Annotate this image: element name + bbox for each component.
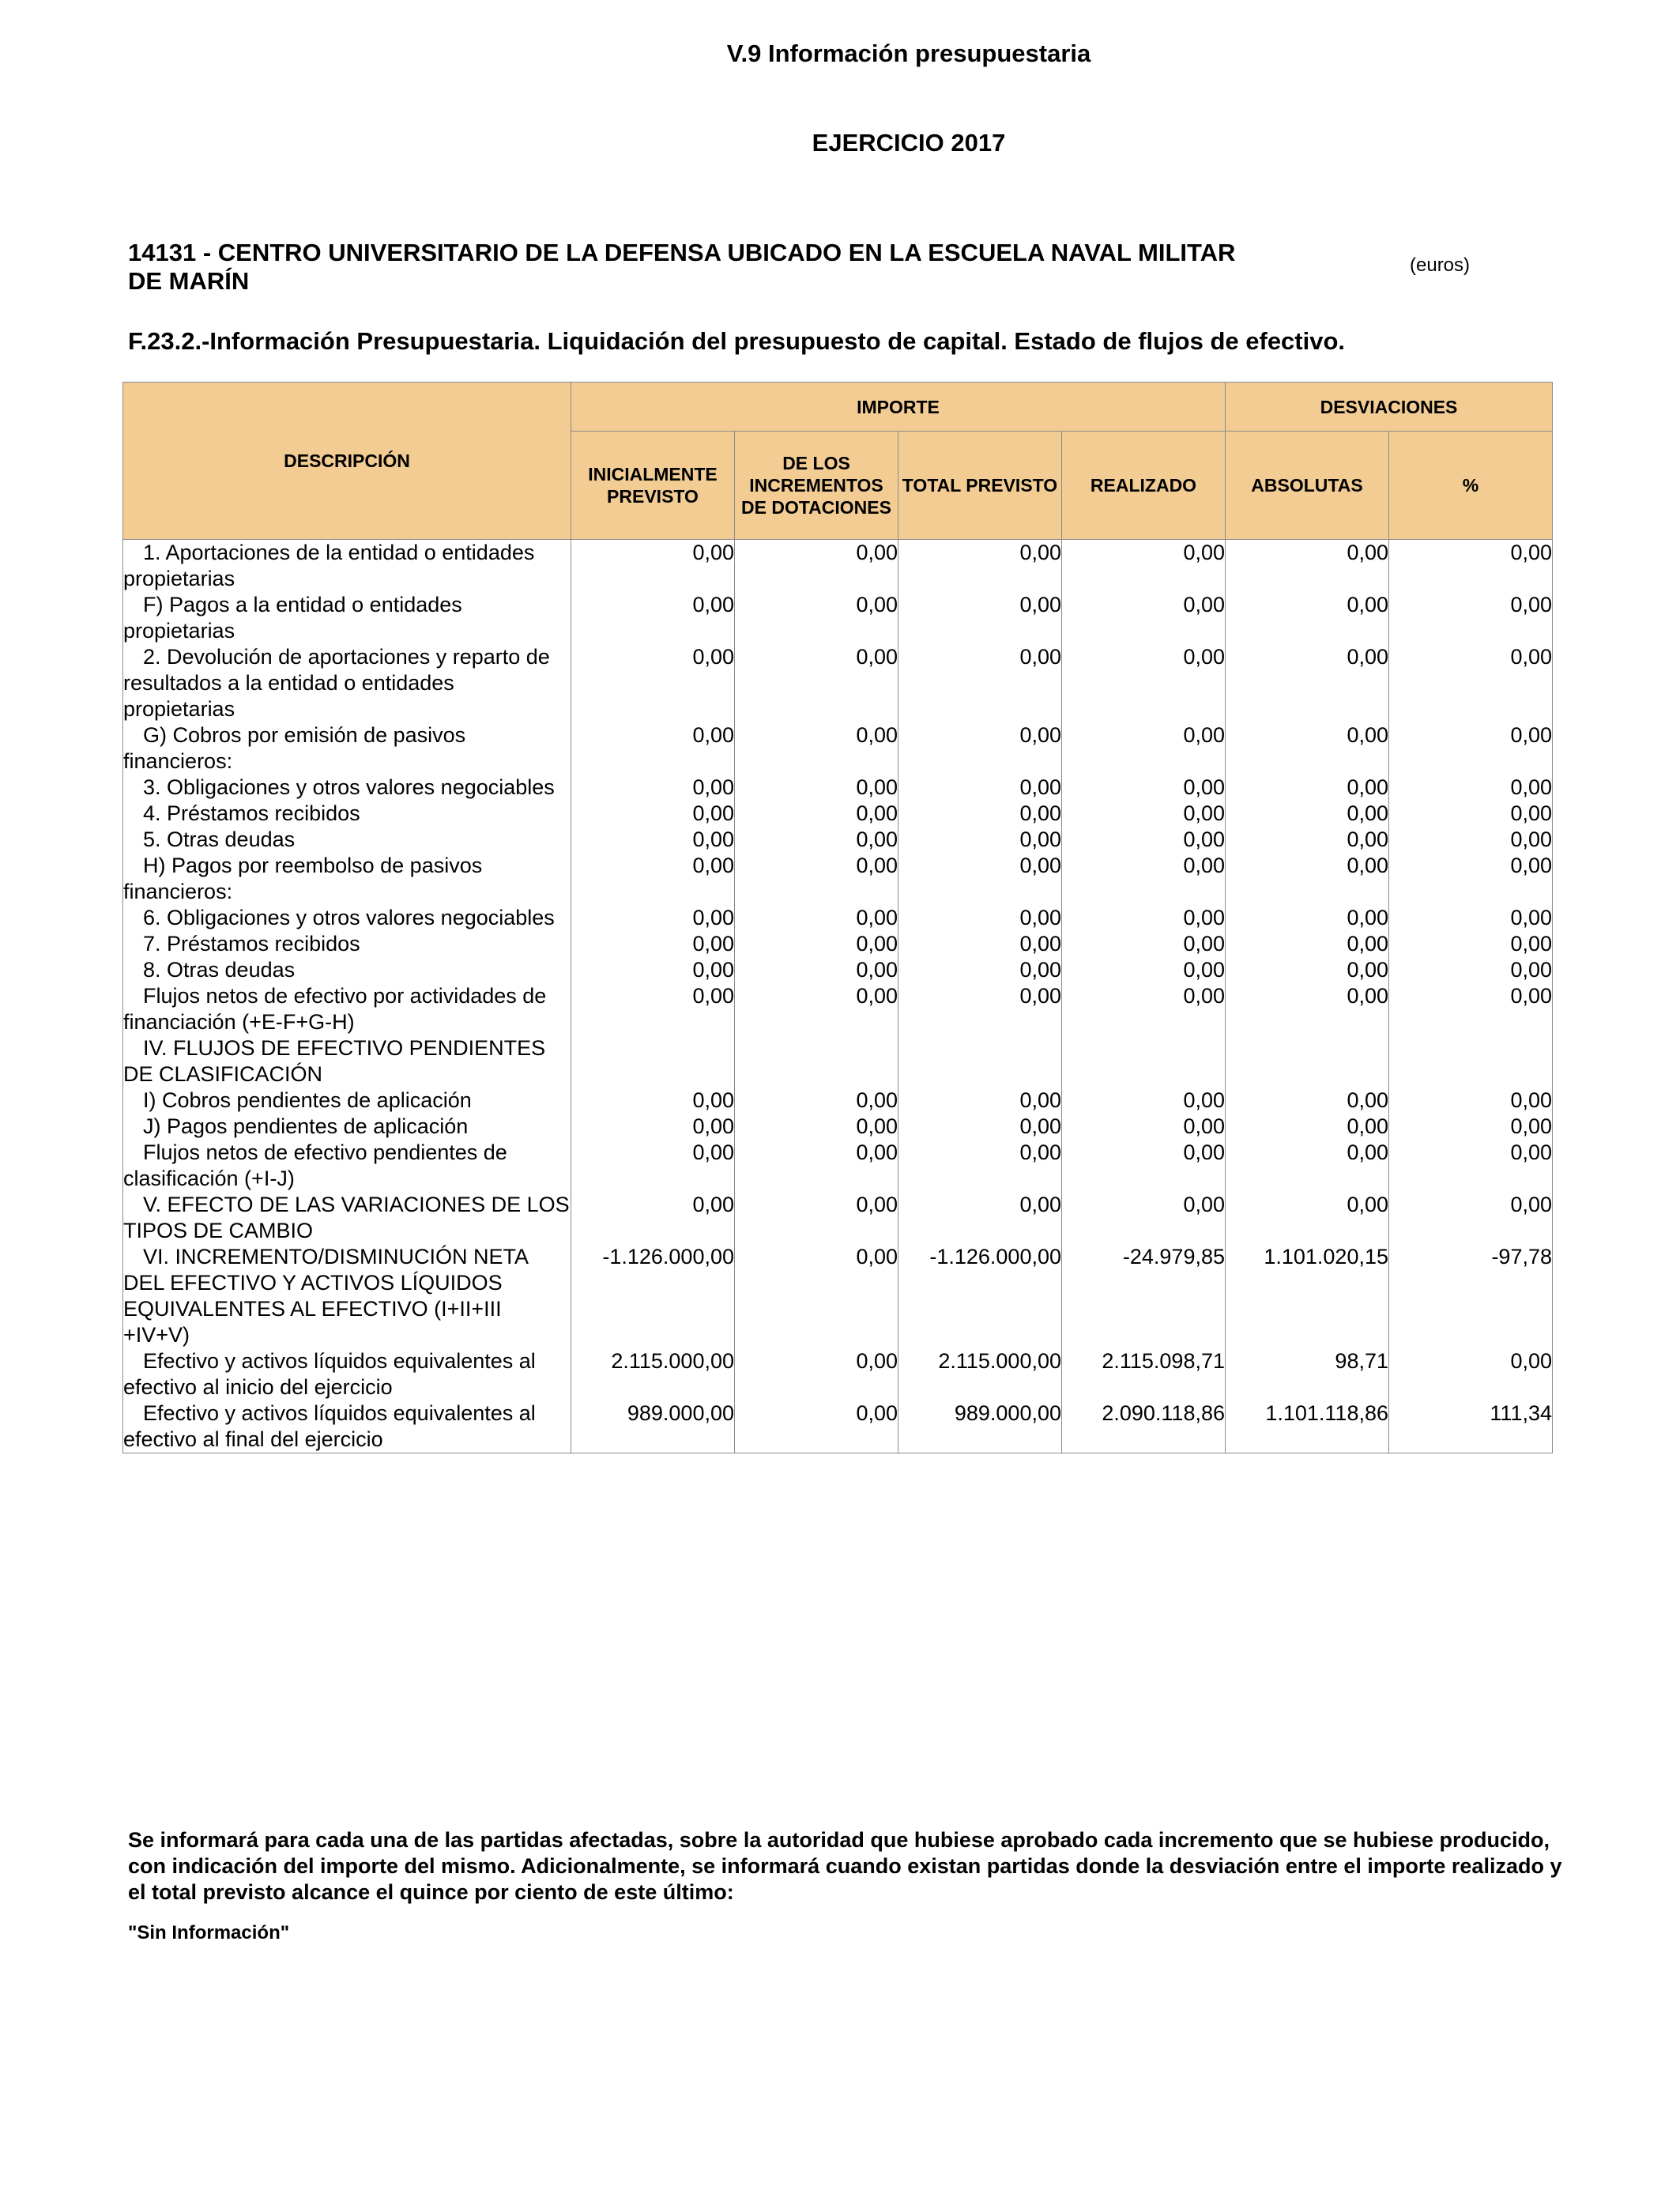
row-value: 0,00 xyxy=(1226,1192,1389,1244)
row-value: 0,00 xyxy=(735,1088,898,1114)
row-value: 0,00 xyxy=(898,1114,1062,1140)
row-value: 0,00 xyxy=(1389,827,1553,853)
row-value: 0,00 xyxy=(1226,775,1389,801)
table-row xyxy=(123,592,1553,644)
header-desviaciones: DESVIACIONES xyxy=(1226,383,1553,432)
row-value: 0,00 xyxy=(898,853,1062,905)
row-value: 0,00 xyxy=(1389,644,1553,722)
row-value: 0,00 xyxy=(735,775,898,801)
table-row xyxy=(123,801,1553,827)
row-description-text: IV. FLUJOS DE EFECTIVO PENDIENTES DE CLASIFICACIÓN xyxy=(123,1036,546,1086)
row-description xyxy=(123,1348,571,1400)
row-value: 0,00 xyxy=(735,722,898,775)
table-row xyxy=(123,722,1553,775)
row-value: 0,00 xyxy=(1226,1114,1389,1140)
table-row xyxy=(123,540,1553,593)
table-row xyxy=(123,931,1553,957)
row-description-text: V. EFECTO DE LAS VARIACIONES DE LOS TIPOS DE CAMBIO xyxy=(123,1193,570,1242)
sin-informacion: "Sin Información" xyxy=(128,1922,290,1943)
row-value: 0,00 xyxy=(571,931,735,957)
row-description xyxy=(123,644,571,722)
row-value: -97,78 xyxy=(1389,1244,1553,1348)
note-paragraph: Se informará para cada una de las partidas afectadas, sobre la autoridad que hubiese aprobado cada incremento que se hubiese producido, con indicación del importe del mismo. Adicionalmente, se informará cuando existan partidas donde la desviación entre el importe realizado y el total previsto alcance el quince por ciento de este último: xyxy=(128,1828,1562,1904)
row-description xyxy=(123,827,571,853)
row-value: 0,00 xyxy=(571,644,735,722)
row-value: 0,00 xyxy=(735,1400,898,1453)
row-value xyxy=(1226,1035,1389,1088)
table-row xyxy=(123,775,1553,801)
row-description-text: 1. Aportaciones de la entidad o entidades propietarias xyxy=(123,541,535,590)
row-value: 0,00 xyxy=(1226,644,1389,722)
row-value: 0,00 xyxy=(735,983,898,1035)
entity-name: 14131 - CENTRO UNIVERSITARIO DE LA DEFENSA UBICADO EN LA ESCUELA NAVAL MILITAR DE MARÍN xyxy=(128,239,1236,295)
row-value: 0,00 xyxy=(1226,827,1389,853)
row-value: 0,00 xyxy=(735,1114,898,1140)
row-value: 0,00 xyxy=(571,1088,735,1114)
table-row xyxy=(123,1348,1553,1400)
col-absolutas: ABSOLUTAS xyxy=(1226,432,1389,540)
row-value: 0,00 xyxy=(1226,905,1389,931)
row-description-text: J) Pagos pendientes de aplicación xyxy=(143,1114,469,1138)
row-description xyxy=(123,1088,571,1114)
row-value: 0,00 xyxy=(735,540,898,593)
row-value xyxy=(571,1035,735,1088)
cash-flow-table xyxy=(122,382,1553,1453)
row-value: 0,00 xyxy=(1062,1114,1226,1140)
row-value: 0,00 xyxy=(898,905,1062,931)
row-value: 0,00 xyxy=(571,957,735,983)
row-description xyxy=(123,905,571,931)
table-row xyxy=(123,983,1553,1035)
row-value: 0,00 xyxy=(1389,1088,1553,1114)
row-description xyxy=(123,540,571,593)
row-value: 0,00 xyxy=(1062,931,1226,957)
row-value: 0,00 xyxy=(735,853,898,905)
table-row xyxy=(123,1088,1553,1114)
row-value: 0,00 xyxy=(1226,540,1389,593)
row-value: 2.090.118,86 xyxy=(1062,1400,1226,1453)
row-description xyxy=(123,853,571,905)
row-value: 0,00 xyxy=(571,905,735,931)
row-value: 0,00 xyxy=(1062,1140,1226,1192)
row-description-text: 7. Préstamos recibidos xyxy=(143,932,360,956)
row-value: 0,00 xyxy=(1226,931,1389,957)
col-porcentaje: % xyxy=(1389,432,1553,540)
col-total-previsto: TOTAL PREVISTO xyxy=(898,432,1062,540)
row-value: 0,00 xyxy=(898,775,1062,801)
row-value: -1.126.000,00 xyxy=(898,1244,1062,1348)
row-value: 0,00 xyxy=(1226,957,1389,983)
row-description-text: I) Cobros pendientes de aplicación xyxy=(143,1088,472,1112)
row-value: 1.101.118,86 xyxy=(1226,1400,1389,1453)
row-value: 0,00 xyxy=(735,592,898,644)
row-value: 0,00 xyxy=(1226,801,1389,827)
row-value: 0,00 xyxy=(1389,540,1553,593)
row-value: 0,00 xyxy=(571,801,735,827)
col-realizado: REALIZADO xyxy=(1062,432,1226,540)
row-value: 0,00 xyxy=(1062,540,1226,593)
row-value: 0,00 xyxy=(735,1244,898,1348)
row-value: 2.115.098,71 xyxy=(1062,1348,1226,1400)
row-value: 0,00 xyxy=(1062,801,1226,827)
row-description-text: H) Pagos por reembolso de pasivos financieros: xyxy=(123,854,483,903)
row-description-text: 8. Otras deudas xyxy=(143,958,296,982)
table-row xyxy=(123,644,1553,722)
row-value: 2.115.000,00 xyxy=(571,1348,735,1400)
row-value: 2.115.000,00 xyxy=(898,1348,1062,1400)
row-description xyxy=(123,801,571,827)
row-value: 0,00 xyxy=(898,592,1062,644)
table-row xyxy=(123,827,1553,853)
row-value: 0,00 xyxy=(1062,827,1226,853)
row-value: 0,00 xyxy=(1389,1114,1553,1140)
row-value: 111,34 xyxy=(1389,1400,1553,1453)
row-value: 0,00 xyxy=(735,801,898,827)
row-value: 0,00 xyxy=(1389,775,1553,801)
table-row xyxy=(123,1140,1553,1192)
row-description-text: VI. INCREMENTO/DISMINUCIÓN NETA DEL EFECTIVO Y ACTIVOS LÍQUIDOS EQUIVALENTES AL EFECTIVO (I+II+III +IV+V) xyxy=(123,1245,528,1347)
table-row xyxy=(123,1400,1553,1453)
row-value: 0,00 xyxy=(898,1140,1062,1192)
table-row xyxy=(123,1114,1553,1140)
row-description-text: Efectivo y activos líquidos equivalentes al efectivo al final del ejercicio xyxy=(123,1401,536,1451)
row-description-text: 5. Otras deudas xyxy=(143,827,296,851)
header-descripcion: DESCRIPCIÓN xyxy=(123,383,571,540)
row-description xyxy=(123,775,571,801)
row-value: 0,00 xyxy=(1389,722,1553,775)
header-importe: IMPORTE xyxy=(571,383,1226,432)
row-value: 98,71 xyxy=(1226,1348,1389,1400)
row-value: 0,00 xyxy=(1062,957,1226,983)
table-row xyxy=(123,1244,1553,1348)
table-row xyxy=(123,1192,1553,1244)
row-value: 0,00 xyxy=(735,957,898,983)
row-value: 0,00 xyxy=(571,827,735,853)
row-value: 0,00 xyxy=(1226,1088,1389,1114)
row-value: 0,00 xyxy=(1062,853,1226,905)
table-body xyxy=(123,540,1553,1453)
row-value: 0,00 xyxy=(1389,853,1553,905)
table-row xyxy=(123,853,1553,905)
row-value: 0,00 xyxy=(571,1114,735,1140)
row-description xyxy=(123,1244,571,1348)
row-description xyxy=(123,1035,571,1088)
row-value: -1.126.000,00 xyxy=(571,1244,735,1348)
table-row xyxy=(123,1035,1553,1088)
row-value: 0,00 xyxy=(898,644,1062,722)
row-description xyxy=(123,1114,571,1140)
currency-units: (euros) xyxy=(1410,254,1471,276)
col-inicialmente-previsto: INICIALMENTE PREVISTO xyxy=(571,432,735,540)
row-value: 0,00 xyxy=(898,931,1062,957)
row-value: 0,00 xyxy=(1226,592,1389,644)
row-value: 0,00 xyxy=(898,540,1062,593)
row-value xyxy=(735,1035,898,1088)
row-description xyxy=(123,983,571,1035)
row-value: 0,00 xyxy=(1226,1140,1389,1192)
row-description-text: Flujos netos de efectivo por actividades de financiación (+E-F+G-H) xyxy=(123,984,547,1034)
row-value xyxy=(1389,1035,1553,1088)
row-value: 989.000,00 xyxy=(571,1400,735,1453)
row-value: 0,00 xyxy=(1389,931,1553,957)
row-value: 0,00 xyxy=(735,644,898,722)
row-value: 0,00 xyxy=(1389,905,1553,931)
row-description xyxy=(123,722,571,775)
row-value: 0,00 xyxy=(735,827,898,853)
fiscal-year-heading: EJERCICIO 2017 xyxy=(812,129,1006,156)
table-row xyxy=(123,905,1553,931)
row-value: 0,00 xyxy=(1062,775,1226,801)
row-value: 0,00 xyxy=(1389,1192,1553,1244)
row-value xyxy=(898,1035,1062,1088)
row-value: -24.979,85 xyxy=(1062,1244,1226,1348)
row-value: 0,00 xyxy=(1226,983,1389,1035)
row-value: 0,00 xyxy=(571,983,735,1035)
row-description-text: F) Pagos a la entidad o entidades propietarias xyxy=(123,593,462,643)
row-value: 0,00 xyxy=(1389,957,1553,983)
row-value: 0,00 xyxy=(1389,983,1553,1035)
row-value: 0,00 xyxy=(1062,644,1226,722)
row-value: 0,00 xyxy=(1389,592,1553,644)
row-value: 0,00 xyxy=(1062,1088,1226,1114)
row-value: 0,00 xyxy=(735,1348,898,1400)
row-value: 0,00 xyxy=(571,722,735,775)
row-description xyxy=(123,1400,571,1453)
row-value: 0,00 xyxy=(571,1140,735,1192)
row-description xyxy=(123,1140,571,1192)
row-value: 0,00 xyxy=(898,1192,1062,1244)
section-title: F.23.2.-Información Presupuestaria. Liquidación del presupuesto de capital. Estado de flujos de efectivo. xyxy=(128,327,1346,355)
row-value: 0,00 xyxy=(1389,1348,1553,1400)
row-description-text: 2. Devolución de aportaciones y reparto de resultados a la entidad o entidades propietarias xyxy=(123,645,550,721)
row-value: 0,00 xyxy=(1062,905,1226,931)
row-value: 0,00 xyxy=(1389,801,1553,827)
row-value xyxy=(1062,1035,1226,1088)
row-value: 989.000,00 xyxy=(898,1400,1062,1453)
row-value: 0,00 xyxy=(571,853,735,905)
row-value: 0,00 xyxy=(1389,1140,1553,1192)
row-value: 0,00 xyxy=(898,957,1062,983)
row-value: 1.101.020,15 xyxy=(1226,1244,1389,1348)
row-value: 0,00 xyxy=(571,775,735,801)
row-value: 0,00 xyxy=(735,905,898,931)
row-value: 0,00 xyxy=(1062,1192,1226,1244)
row-value: 0,00 xyxy=(735,931,898,957)
row-value: 0,00 xyxy=(571,540,735,593)
row-value: 0,00 xyxy=(898,1088,1062,1114)
row-description-text: Efectivo y activos líquidos equivalentes al efectivo al inicio del ejercicio xyxy=(123,1349,536,1399)
page-title: V.9 Información presupuestaria xyxy=(726,40,1091,67)
row-value: 0,00 xyxy=(898,801,1062,827)
row-value: 0,00 xyxy=(571,1192,735,1244)
row-description-text: 3. Obligaciones y otros valores negociables xyxy=(143,775,555,799)
row-value: 0,00 xyxy=(571,592,735,644)
row-description-text: G) Cobros por emisión de pasivos financieros: xyxy=(123,723,466,773)
row-value: 0,00 xyxy=(1062,722,1226,775)
row-value: 0,00 xyxy=(1226,853,1389,905)
row-description-text: 6. Obligaciones y otros valores negociables xyxy=(143,906,555,929)
row-value: 0,00 xyxy=(898,983,1062,1035)
row-value: 0,00 xyxy=(898,722,1062,775)
row-description-text: Flujos netos de efectivo pendientes de clasificación (+I-J) xyxy=(123,1140,507,1190)
row-value: 0,00 xyxy=(1226,722,1389,775)
row-value: 0,00 xyxy=(898,827,1062,853)
row-value: 0,00 xyxy=(1062,983,1226,1035)
col-incrementos-dotaciones: DE LOS INCREMENTOS DE DOTACIONES xyxy=(735,432,898,540)
row-value: 0,00 xyxy=(735,1192,898,1244)
row-description-text: 4. Préstamos recibidos xyxy=(143,801,360,825)
row-description xyxy=(123,931,571,957)
row-description xyxy=(123,957,571,983)
row-value: 0,00 xyxy=(735,1140,898,1192)
row-description xyxy=(123,592,571,644)
table-row xyxy=(123,957,1553,983)
row-description xyxy=(123,1192,571,1244)
row-value: 0,00 xyxy=(1062,592,1226,644)
